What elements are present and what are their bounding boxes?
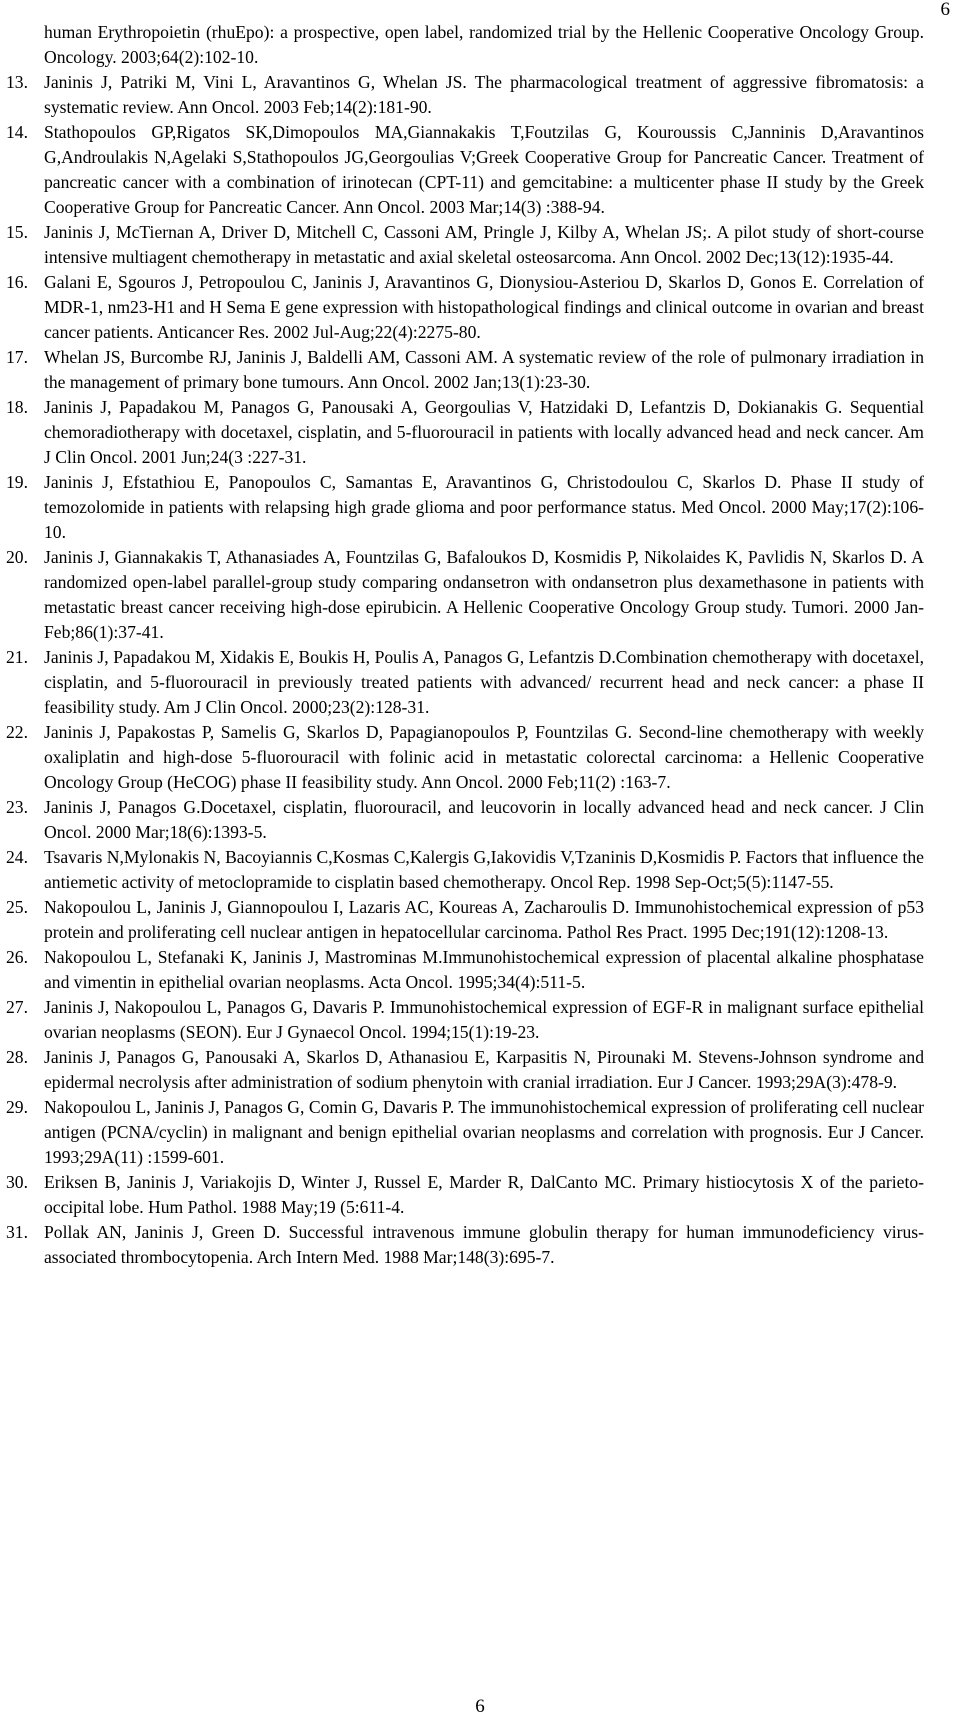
reference-item [6, 1170, 924, 1220]
reference-text: Janinis J, Nakopoulou L, Panagos G, Davaris P. Immunohistochemical expression of EGF-R in malignant surface epithelial ovarian neoplasms (SEON). Eur J Gynaecol Oncol. 1994;15(1):19-23. [44, 997, 924, 1042]
reference-number: 13. [6, 72, 28, 92]
reference-number: 24. [6, 847, 28, 867]
reference-text: Eriksen B, Janinis J, Variakojis D, Winter J, Russel E, Marder R, DalCanto MC. Primary histiocytosis X of the parieto-occipital lobe. Hum Pathol. 1988 May;19 (5:611-4. [44, 1172, 924, 1217]
reference-text: Pollak AN, Janinis J, Green D. Successful intravenous immune globulin therapy for human immunodeficiency virus-associated thrombocytopenia. Arch Intern Med. 1988 Mar;148(3):695-7. [44, 1222, 924, 1267]
reference-item [6, 1045, 924, 1095]
reference-item [6, 795, 924, 845]
reference-number: 14. [6, 122, 28, 142]
reference-text: Janinis J, Efstathiou E, Panopoulos C, Samantas E, Aravantinos G, Christodoulou C, Skarlos D. Phase II study of temozolomide in patients with relapsing high grade glioma and poor performance status. Med Oncol. 2000 May;17(2):106-10. [44, 472, 924, 542]
reference-number: 27. [6, 997, 28, 1017]
reference-number: 26. [6, 947, 28, 967]
reference-number: 21. [6, 647, 28, 667]
reference-number: 28. [6, 1047, 28, 1067]
reference-item [6, 645, 924, 720]
page-number-top: 6 [940, 0, 950, 20]
reference-item [6, 995, 924, 1045]
reference-item [6, 270, 924, 345]
reference-number: 15. [6, 222, 28, 242]
reference-text: Janinis J, Panagos G, Panousaki A, Skarlos D, Athanasiou E, Karpasitis N, Pirounaki M. Stevens-Johnson syndrome and epidermal necrolysis after administration of sodium phenytoin with cranial irradiation. Eur J Cancer. 1993;29A(3):478-9. [44, 1047, 924, 1092]
reference-text: Janinis J, Patriki M, Vini L, Aravantinos G, Whelan JS. The pharmacological treatment of aggressive fibromatosis: a systematic review. Ann Oncol. 2003 Feb;14(2):181-90. [44, 72, 924, 117]
reference-item [6, 345, 924, 395]
reference-number: 19. [6, 472, 28, 492]
reference-continuation: human Erythropoietin (rhuEpo): a prospective, open label, randomized trial by the Hellenic Cooperative Oncology Group. Oncology. 2003;64(2):102-10. [44, 22, 924, 67]
reference-item [6, 70, 924, 120]
reference-text: Janinis J, Papadakou M, Xidakis E, Boukis H, Poulis A, Panagos G, Lefantzis D.Combination chemotherapy with docetaxel, cisplatin, and 5-fluorouracil in previously treated patients with advanced/ recurrent head and neck cancer: a phase II feasibility study. Am J Clin Oncol. 2000;23(2):128-31. [44, 647, 924, 717]
reference-text: Janinis J, McTiernan A, Driver D, Mitchell C, Cassoni AM, Pringle J, Kilby A, Whelan JS;. A pilot study of short-course intensive multiagent chemotherapy in metastatic and axial skeletal osteosarcoma. Ann Oncol. 2002 Dec;13(12):1935-44. [44, 222, 924, 267]
reference-number: 16. [6, 272, 28, 292]
reference-item [6, 120, 924, 220]
reference-number: 25. [6, 897, 28, 917]
reference-text: Galani E, Sgouros J, Petropoulou C, Janinis J, Aravantinos G, Dionysiou-Asteriou D, Skarlos D, Gonos E. Correlation of MDR-1, nm23-H1 and H Sema E gene expression with histopathological findings and clinical outcome in ovarian and breast cancer patients. Anticancer Res. 2002 Jul-Aug;22(4):2275-80. [44, 272, 924, 342]
reference-item [6, 945, 924, 995]
reference-item [6, 545, 924, 645]
reference-number: 18. [6, 397, 28, 417]
reference-text: Janinis J, Giannakakis T, Athanasiades A, Fountzilas G, Bafaloukos D, Kosmidis P, Nikolaides K, Pavlidis N, Skarlos D. A randomized open-label parallel-group study comparing ondansetron with ondansetron plus dexamethasone in patients with metastatic breast cancer receiving high-dose epirubicin. A Hellenic Cooperative Oncology Group study. Tumori. 2000 Jan-Feb;86(1):37-41. [44, 547, 924, 642]
reference-text: Nakopoulou L, Janinis J, Panagos G, Comin G, Davaris P. The immunohistochemical expression of proliferating cell nuclear antigen (PCNA/cyclin) in malignant and benign epithelial ovarian neoplasms and correlation with prognosis. Eur J Cancer. 1993;29A(11) :1599-601. [44, 1097, 924, 1167]
reference-item [6, 395, 924, 470]
reference-number: 23. [6, 797, 28, 817]
reference-item [6, 845, 924, 895]
reference-item [6, 895, 924, 945]
reference-number: 22. [6, 722, 28, 742]
reference-text: Nakopoulou L, Janinis J, Giannopoulou I, Lazaris AC, Koureas A, Zacharoulis D. Immunohistochemical expression of p53 protein and proliferating cell nuclear antigen in hepatocellular carcinoma. Pathol Res Pract. 1995 Dec;191(12):1208-13. [44, 897, 924, 942]
reference-text: Nakopoulou L, Stefanaki K, Janinis J, Mastrominas M.Immunohistochemical expression of placental alkaline phosphatase and vimentin in epithelial ovarian neoplasms. Acta Oncol. 1995;34(4):511-5. [44, 947, 924, 992]
page-number-bottom: 6 [475, 1696, 485, 1717]
reference-text: Janinis J, Papakostas P, Samelis G, Skarlos D, Papagianopoulos P, Fountzilas G. Second-line chemotherapy with weekly oxaliplatin and high-dose 5-fluorouracil with folinic acid in metastatic colorectal carcinoma: a Hellenic Cooperative Oncology Group (HeCOG) phase II feasibility study. Ann Oncol. 2000 Feb;11(2) :163-7. [44, 722, 924, 792]
reference-text: Whelan JS, Burcombe RJ, Janinis J, Baldelli AM, Cassoni AM. A systematic review of the role of pulmonary irradiation in the management of primary bone tumours. Ann Oncol. 2002 Jan;13(1):23-30. [44, 347, 924, 392]
reference-text: Tsavaris N,Mylonakis N, Bacoyiannis C,Kosmas C,Kalergis G,Iakovidis V,Tzaninis D,Kosmidis P. Factors that influence the antiemetic activity of metoclopramide to cisplatin based chemotherapy. Oncol Rep. 1998 Sep-Oct;5(5):1147-55. [44, 847, 924, 892]
reference-item [6, 1095, 924, 1170]
reference-list [0, 20, 960, 1270]
reference-number: 31. [6, 1222, 28, 1242]
reference-number: 29. [6, 1097, 28, 1117]
reference-number: 30. [6, 1172, 28, 1192]
reference-item [6, 1220, 924, 1270]
reference-item [6, 470, 924, 545]
reference-item [6, 720, 924, 795]
reference-text: Janinis J, Panagos G.Docetaxel, cisplatin, fluorouracil, and leucovorin in locally advanced head and neck cancer. J Clin Oncol. 2000 Mar;18(6):1393-5. [44, 797, 924, 842]
reference-text: Stathopoulos GP,Rigatos SK,Dimopoulos MA,Giannakakis T,Foutzilas G, Kouroussis C,Janninis D,Aravantinos G,Androulakis N,Agelaki S,Stathopoulos JG,Georgoulias V;Greek Cooperative Group for Pancreatic Cancer. Treatment of pancreatic cancer with a combination of irinotecan (CPT-11) and gemcitabine: a multicenter phase II study by the Greek Cooperative Group for Pancreatic Cancer. Ann Oncol. 2003 Mar;14(3) :388-94. [44, 122, 924, 217]
reference-number: 20. [6, 547, 28, 567]
reference-item [6, 220, 924, 270]
reference-number: 17. [6, 347, 28, 367]
reference-text: Janinis J, Papadakou M, Panagos G, Panousaki A, Georgoulias V, Hatzidaki D, Lefantzis D, Dokianakis G. Sequential chemoradiotherapy with docetaxel, cisplatin, and 5-fluorouracil in patients with locally advanced head and neck cancer. Am J Clin Oncol. 2001 Jun;24(3 :227-31. [44, 397, 924, 467]
